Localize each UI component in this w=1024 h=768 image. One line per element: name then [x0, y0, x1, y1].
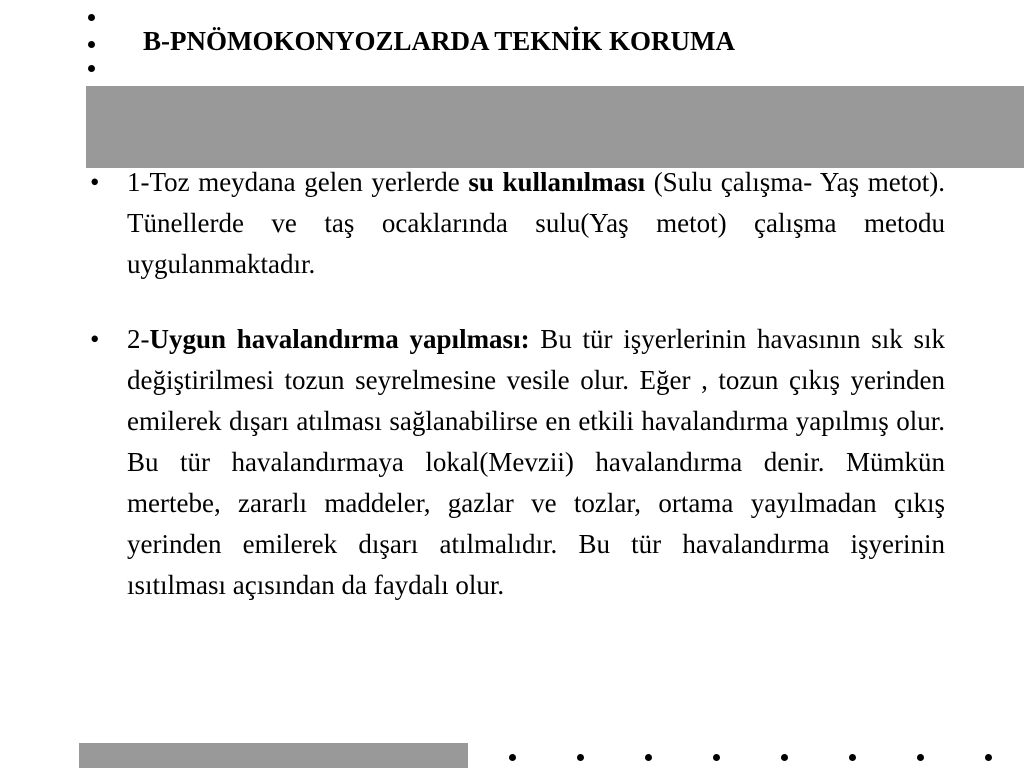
slide-title: B-PNÖMOKONYOZLARDA TEKNİK KORUMA [143, 26, 736, 56]
dot [917, 754, 924, 761]
paragraph-text: 1-Toz meydana gelen yerlerde [127, 167, 469, 197]
paragraph-text: (Sulu çalışma- Yaş metot). Tünellerde ve taş ocaklarında sulu(Yaş metot) çalışma metodu uygulanmaktadır. [127, 167, 945, 279]
paragraph-bold-text: Uygun havalandırma yapılması: [149, 324, 530, 354]
dot [88, 65, 95, 72]
decorative-dots-bottom [505, 754, 1024, 764]
bullet-paragraph-2 [90, 319, 945, 606]
bullet-icon: • [90, 167, 100, 197]
dot [645, 754, 652, 761]
dot [88, 14, 95, 21]
bullet-paragraph-1 [90, 162, 945, 285]
dot [88, 41, 95, 48]
header-band [86, 86, 1024, 168]
dot [713, 754, 720, 761]
footer-band [79, 743, 468, 768]
dot [781, 754, 788, 761]
dot [849, 754, 856, 761]
bullet-icon: • [90, 324, 100, 354]
paragraph-text: Bu tür işyerlerinin havasının sık sık değiştirilmesi tozun seyrelmesine vesile olur. Eğer , tozun çıkış yerinden emilerek dışarı atılması sağlanabilirse en etkili havalandırma yapılmış olur. Bu tür havalandırmaya lokal(Mevzii) havalandırma denir. Mümkün mertebe, zararlı maddeler, gazlar ve tozlar, ortama yayılmadan çıkış yerinden emilerek dışarı atılmalıdır. Bu tür havalandırma işyerinin ısıtılması açısından da faydalı olur. [127, 324, 945, 600]
paragraph-text: 2- [127, 324, 150, 354]
dot [985, 754, 992, 761]
dot [577, 754, 584, 761]
paragraph-bold-text: su kullanılması [468, 167, 646, 197]
slide-content [90, 162, 945, 606]
dot [509, 754, 516, 761]
